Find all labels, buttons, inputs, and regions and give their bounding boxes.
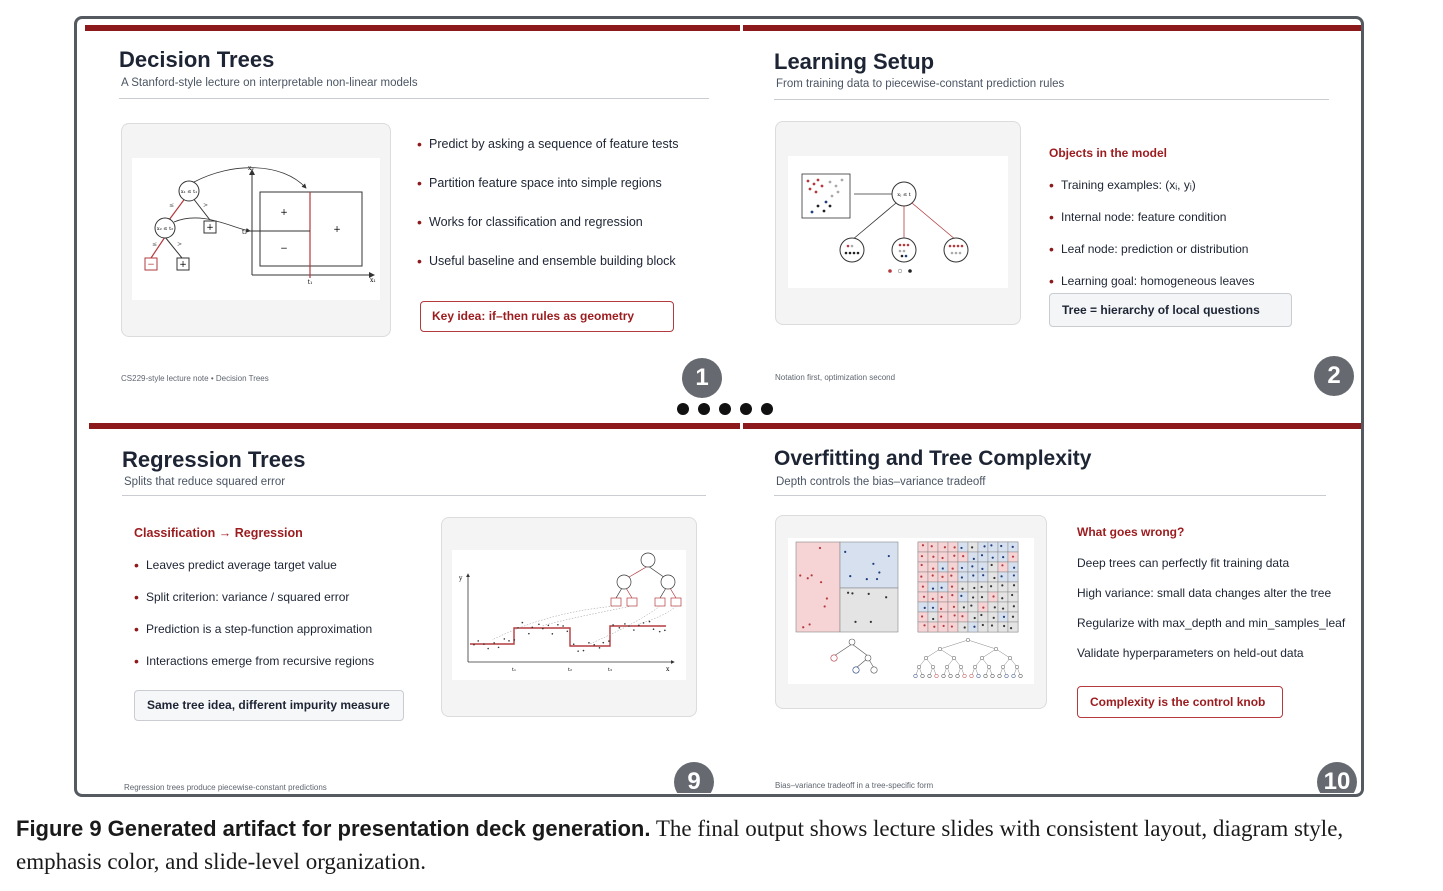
dotted-links [492,606,676,644]
diagram-panel [441,517,697,717]
figure-frame [74,16,1364,797]
complexity-callout: Complexity is the control knob [1077,686,1283,718]
tree-callout: Tree = hierarchy of local questions [1049,293,1292,327]
overfitting-diagram [788,538,1034,684]
deep-tree [914,638,1023,678]
bullet: • Leaves predict average target value [134,557,337,573]
tick-t1: t₁ [307,279,313,286]
slide-subtitle: Splits that reduce squared error [124,476,286,488]
leaf-node [840,238,864,262]
slide-subtitle: Depth controls the bias–variance tradeoff [776,476,986,488]
overfitting-svg [788,538,1034,684]
leaf-node [944,238,968,262]
tick-t2: t₂ [567,667,573,673]
axis-x-label: x [666,666,670,673]
edge-label-le-2: ≤ [152,241,158,248]
tree-partition-svg [132,158,380,300]
slide-number-badge: 1 [682,358,722,398]
axis-y-label: x₂ [248,165,254,172]
slide-top-bar [743,25,1363,31]
mini-tree [611,553,681,606]
bullet: • Learning goal: homogeneous leaves [1049,273,1255,289]
tick-t3: t₃ [607,667,613,673]
title-rule [119,98,709,99]
slide-2 [743,25,1363,401]
learning-setup-svg [788,156,1008,288]
slide-number-badge: 9 [674,762,714,793]
slide-top-bar [743,423,1363,429]
skipped-slides-ellipsis [677,403,773,415]
bullet: • Works for classification and regression [417,214,643,230]
slide-title: Overfitting and Tree Complexity [774,447,1092,470]
slide-1 [85,25,740,401]
key-idea-callout: Key idea: if–then rules as geometry [420,301,674,332]
slide-9-bullets [134,558,374,686]
bullet: • Partition feature space into simple regions [417,175,662,191]
impurity-callout: Same tree idea, different impurity measure [134,690,404,721]
slide-9 [89,423,740,793]
slide-footer: Regression trees produce piecewise-constant predictions [124,783,327,792]
slide-subtitle: From training data to piecewise-constant prediction rules [776,78,1065,90]
leaf-plus-top-label: + [206,223,214,233]
step-function [470,626,666,646]
bullet: • Useful baseline and ensemble building block [417,253,676,269]
deep-partition [918,542,1018,632]
regression-tree-diagram [452,550,686,680]
point: Validate hyperparameters on held-out data [1077,646,1304,660]
leaf-minus-label: − [147,260,155,270]
axis-x-label: x₁ [370,277,376,284]
region-minus: − [280,244,288,254]
bullet: • Split criterion: variance / squared error [134,589,350,605]
figure-caption [16,812,1430,878]
bullet: • Training examples: (xᵢ, yᵢ) [1049,177,1196,193]
region-plus-2: + [333,225,341,235]
caption-text: The final output shows lecture slides with consistent layout, diagram style, emphasis color, and slide-level organization. [16,816,1344,874]
slide-footer: Notation first, optimization second [775,373,896,382]
child-node-label: x₂ ≤ t₂ [156,226,174,232]
point: Regularize with max_depth and min_samples_leaf [1077,616,1346,630]
diagram-panel [121,123,391,337]
edge-label-le: ≤ [169,202,175,209]
learning-setup-diagram [788,156,1008,288]
edge-label-gt: > [203,202,209,209]
bullet: • Interactions emerge from recursive regions [134,653,375,669]
section-heading: Objects in the model [1049,146,1168,160]
tree-partition-diagram [132,158,380,300]
axis-y-label: y [459,575,463,582]
caption-label: Figure 9 Generated artifact for presentation deck generation. [16,816,651,841]
region-plus-1: + [280,208,288,218]
root-node-label: xⱼ ≤ t [897,192,911,198]
slide-1-bullets [417,137,678,293]
feature-space-box [260,192,362,266]
slide-title: Regression Trees [122,447,306,472]
bullet: • Predict by asking a sequence of feature tests [417,136,679,152]
section-heading: Classification → Regression [134,526,303,540]
title-rule [122,495,706,496]
bullet: • Prediction is a step-function approximation [134,621,373,637]
bullet: • Leaf node: prediction or distribution [1049,241,1249,257]
tick-t2: t₂ [242,229,247,236]
slide-title: Decision Trees [119,47,275,72]
shallow-tree [831,639,877,673]
slide-top-bar [89,423,740,429]
tick-t1: t₁ [511,667,517,673]
slide-10 [743,423,1363,793]
regression-tree-svg [452,550,686,680]
leaf-plus-bottom-label: + [179,260,187,270]
slide-title: Learning Setup [774,49,935,74]
slide-10-points [1077,556,1345,676]
slide-number-badge: 2 [1314,356,1354,396]
point: High variance: small data changes alter the tree [1077,586,1332,600]
root-node-label: x₁ ≤ t₁ [180,189,198,195]
section-heading: What goes wrong? [1077,525,1185,539]
slide-2-bullets [1049,178,1254,306]
bullet: • Internal node: feature condition [1049,209,1227,225]
edge-label-gt-2: > [177,241,183,248]
slide-footer: Bias–variance tradeoff in a tree-specific form [775,781,934,790]
title-rule [774,495,1326,496]
slide-top-bar [85,25,740,31]
slide-subtitle: A Stanford-style lecture on interpretable non-linear models [121,77,418,89]
diagram-panel [775,121,1021,325]
diagram-panel [775,515,1047,709]
title-rule [774,99,1329,100]
point: Deep trees can perfectly fit training data [1077,556,1290,570]
shallow-partition [796,542,898,632]
slide-number-badge: 10 [1317,762,1357,793]
slide-footer: CS229-style lecture note • Decision Trees [121,374,269,383]
